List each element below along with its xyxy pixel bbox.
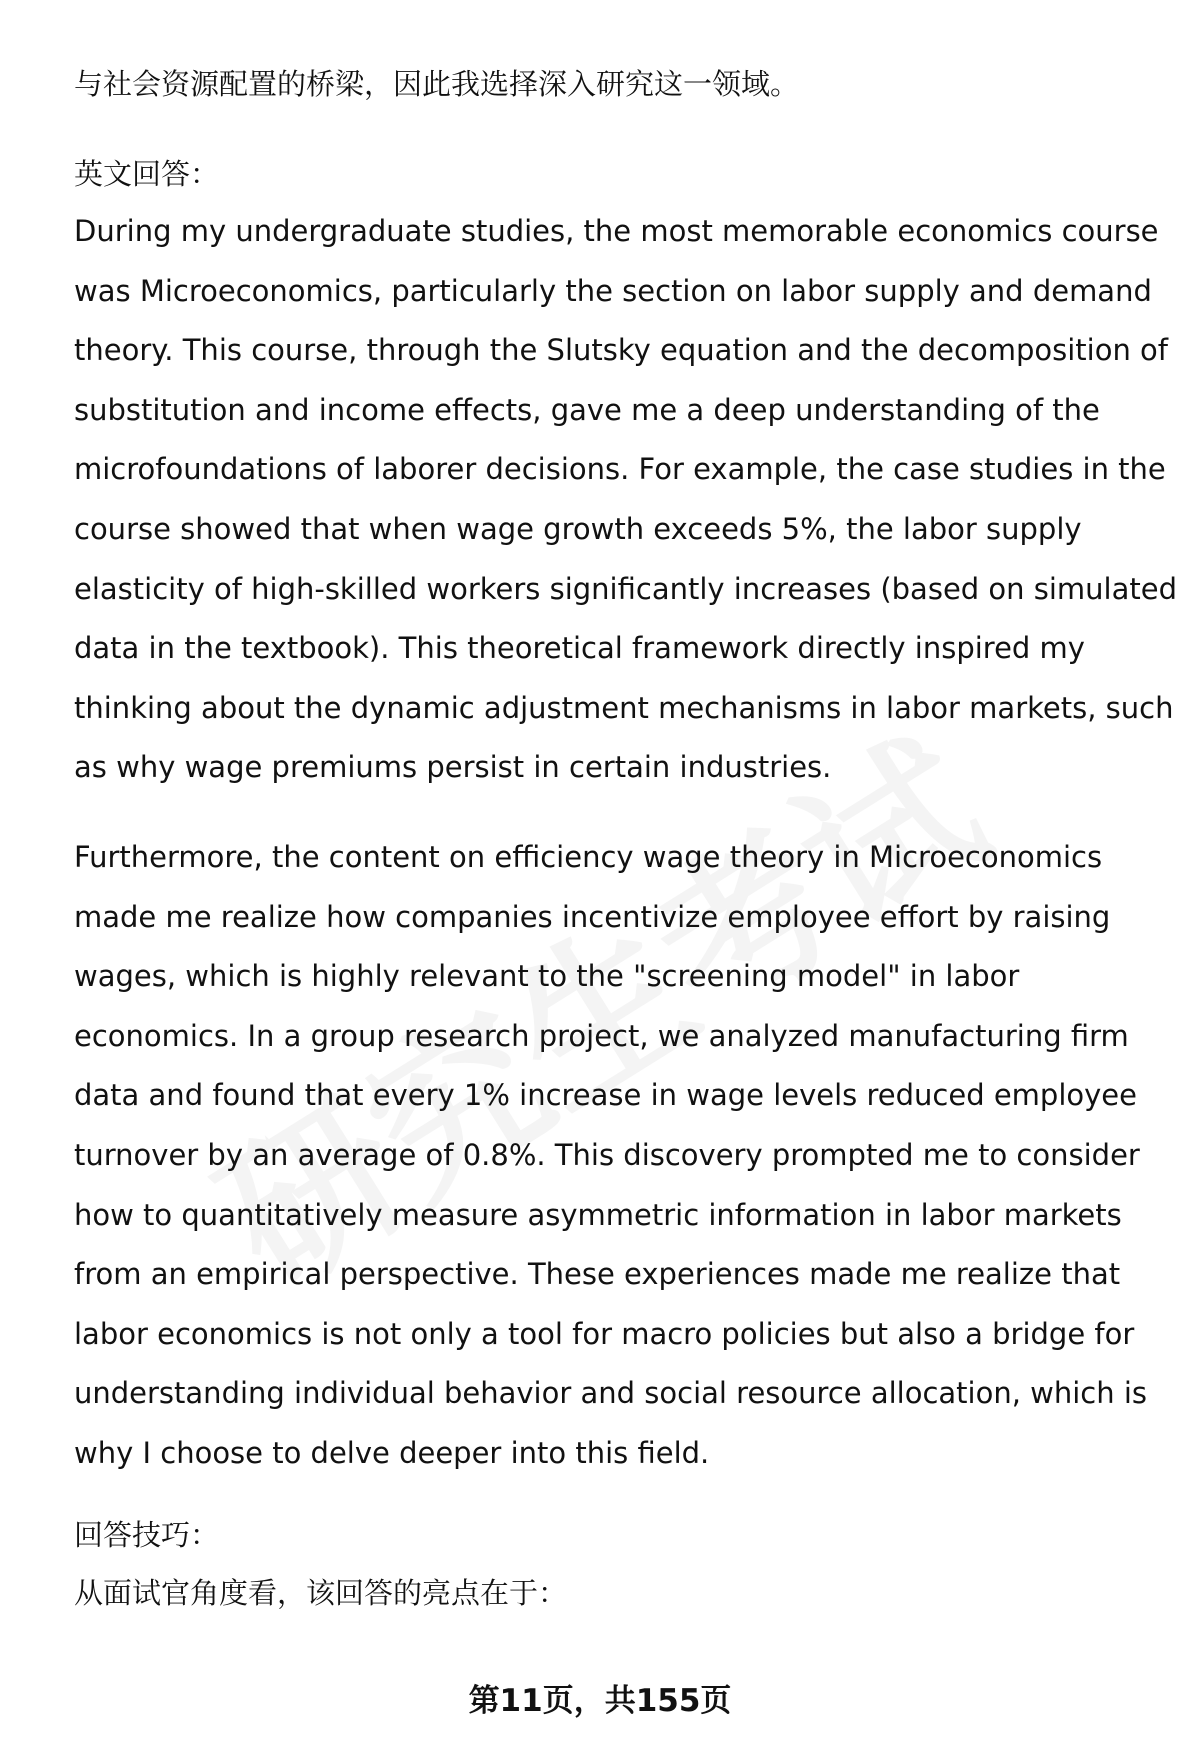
- paragraph-2: [74, 828, 1164, 1484]
- text-line: why I choose to delve deeper into this field.: [74, 1435, 710, 1470]
- tips-heading: 回答技巧：: [74, 1518, 220, 1553]
- text-line: substitution and income effects, gave me a deep understanding of the: [74, 392, 1100, 427]
- text-line: labor economics is not only a tool for macro policies but also a bridge for: [74, 1316, 1135, 1351]
- continuation-line: 与社会资源配置的桥梁，因此我选择深入研究这一领域。: [74, 67, 800, 101]
- text-line: data in the textbook). This theoretical framework directly inspired my: [74, 631, 1085, 666]
- text-line: course showed that when wage growth exceeds 5%, the labor supply: [74, 511, 1082, 546]
- text-line: understanding individual behavior and social resource allocation, which is: [74, 1376, 1148, 1411]
- tips-intro: 从面试官角度看，该回答的亮点在于：: [74, 1576, 568, 1611]
- text-line: thinking about the dynamic adjustment mechanisms in labor markets, such: [74, 690, 1174, 725]
- english-answer-heading: 英文回答：: [74, 157, 220, 191]
- text-line: microfoundations of laborer decisions. For example, the case studies in the: [74, 452, 1166, 487]
- text-line: made me realize how companies incentivize employee effort by raising: [74, 899, 1111, 934]
- page-indicator: 第11页，共155页: [468, 1683, 732, 1719]
- text-line: Furthermore, the content on efficiency wage theory in Microeconomics: [74, 839, 1103, 874]
- text-line: as why wage premiums persist in certain industries.: [74, 750, 832, 785]
- text-line: was Microeconomics, particularly the section on labor supply and demand: [74, 273, 1152, 308]
- text-line: economics. In a group research project, we analyzed manufacturing firm: [74, 1018, 1129, 1053]
- text-line: elasticity of high-skilled workers significantly increases (based on simulated: [74, 571, 1177, 606]
- text-line: wages, which is highly relevant to the "screening model" in labor: [74, 959, 1020, 994]
- paragraph-1: [74, 202, 1177, 798]
- text-line: turnover by an average of 0.8%. This discovery prompted me to consider: [74, 1137, 1140, 1172]
- document-body: [74, 62, 1177, 1615]
- text-line: data and found that every 1% increase in wage levels reduced employee: [74, 1078, 1137, 1113]
- text-line: from an empirical perspective. These experiences made me realize that: [74, 1257, 1121, 1292]
- text-line: theory. This course, through the Slutsky equation and the decomposition of: [74, 333, 1168, 368]
- text-line: how to quantitatively measure asymmetric information in labor markets: [74, 1197, 1122, 1232]
- text-line: During my undergraduate studies, the most memorable economics course: [74, 214, 1159, 248]
